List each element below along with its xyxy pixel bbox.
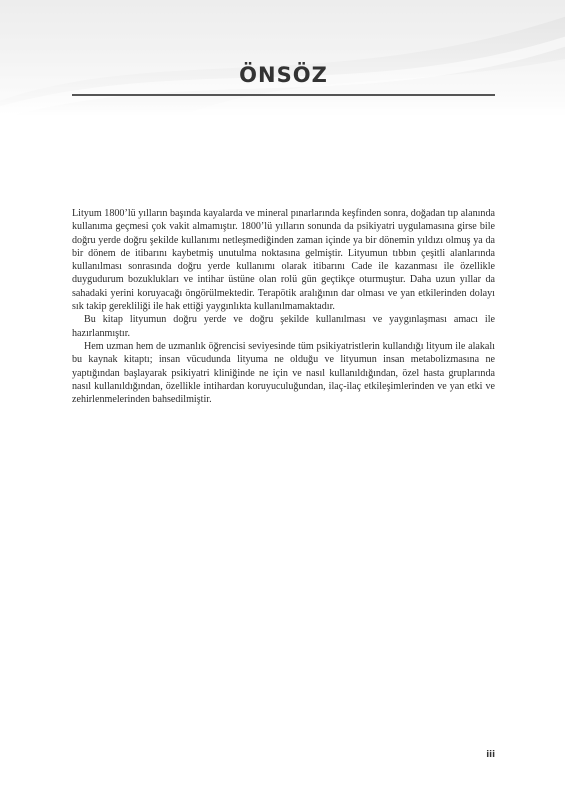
page-title: ÖNSÖZ bbox=[239, 63, 328, 87]
paragraph-3: Hem uzman hem de uzmanlık öğrencisi seviyesinde tüm psikiyatristlerin kullandığı lityum ile alakalı bu kaynak kitaptı; insan vücudunda lityuma ne olduğu ve lityumun insan metabolizmasına ne yaptığından başlayarak psikiyatri kliniğinde ne için ve nasıl kullanıldığından, özel hasta gruplarında nasıl kullanıldığından, özellikle intihardan koruyuculuğundan, ilaç-ilaç etkileşimlerinden ve yan etki ve zehirlenmelerinden bahsedilmiştir. bbox=[72, 340, 495, 406]
swoosh-decoration bbox=[0, 0, 565, 116]
page-number: iii bbox=[486, 750, 495, 760]
header-decorative-band bbox=[0, 0, 565, 116]
paragraph-2: Bu kitap lityumun doğru yerde ve doğru şekilde kullanılması ve yaygınlaşması amacı ile hazırlanmıştır. bbox=[72, 314, 495, 339]
preface-body bbox=[72, 207, 495, 406]
paragraph-1: Lityum 1800’lü yılların başında kayalarda ve mineral pınarlarında keşfinden sonra, doğadan tıp alanında kullanıma geçmesi çok vakit almamıştır. 1800’lü yılların sonunda da psikiyatri uygulamasına girse bile doğru yerde doğru şekilde kullanımı netleşmediğinden zaman içinde ya bir dönemin yıldızı olmuş ya da bir dönem de itibarını kaybetmiş unutulma noktasına gelmiştir. Lityumun tıbbın çeşitli alanlarında kullanılması sonrasında doğru yerde kullanımı olarak itibarını Cade ile kazanması ile özellikle duygudurum bozuklukları ve intihar üstüne olan rolü gün geçtikçe oturmuştur. Daha uzun yıllar da sahadaki yerini koruyacağı öngörülmektedir. Terapötik aralığının dar olması ve yan etkilerinden dolayı sık takip gerekliliği ile hak ettiği yaygınlıkta kullanılmamaktadır. bbox=[72, 208, 495, 313]
title-divider bbox=[72, 94, 495, 96]
